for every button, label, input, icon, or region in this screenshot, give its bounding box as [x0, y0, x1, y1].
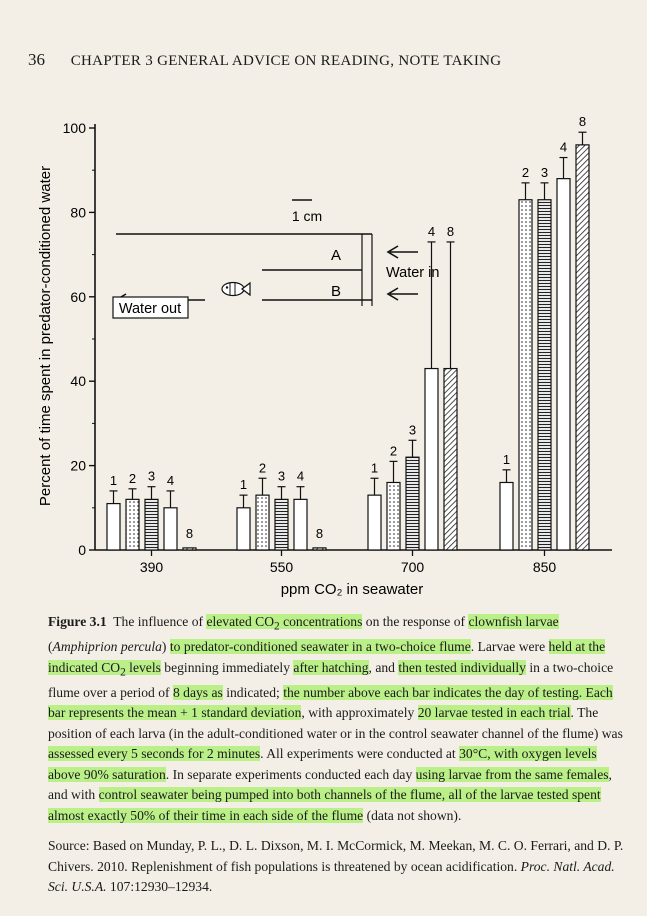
y-tick-label: 100: [62, 120, 86, 136]
source-text: Source: Based on Munday, P. L., D. L. Dixson, M. I. McCormick, M. Meekan, M. C. O. Ferrari, and D. P. Chivers. 2010. Replenishment of fish populations is threatened by ocean acidification.: [48, 838, 624, 874]
bar: [368, 495, 381, 550]
arrow-in-b-icon: [388, 288, 418, 300]
y-tick-label: 60: [70, 288, 86, 305]
page-number: 36: [28, 50, 45, 69]
source-citation: 107:12930–12934.: [106, 879, 213, 895]
bar: [145, 499, 158, 550]
water-out-label: Water out: [118, 301, 182, 317]
bar-day-label: 3: [147, 468, 156, 484]
bar: [275, 499, 288, 550]
bar: [107, 504, 120, 550]
bar-day-label: 1: [370, 460, 379, 476]
fish-eye: [226, 286, 228, 288]
bar-day-label: 8: [446, 223, 455, 239]
bar-day-label: 1: [502, 451, 511, 467]
bar-day-label: 2: [128, 470, 137, 486]
caption-text: The influence of elevated $CO_2$ concentrations on the response of clownfish larvae (Amphiprion percula) to predator-conditioned seawater in a two-choice flume. Larvae were held at the indicated $CO_2$ levels beginning immediately after hatching, and then tested individually in a two-choice flume over a period of 8 days as indicated; the number above each bar indicates the day of testing. Each bar represents the mean + 1 standard deviation, with approximately 20 larvae tested in each trial. The position of each larva (in the adult-conditioned water or in the control seawater channel of the flume) was assessed every 5 seconds for 2 minutes. All experiments were conducted at 30°C, with oxygen levels above 90% saturation. In separate experiments conducted each day using larvae from the same females, and with control seawater being pumped into both channels of the flume, all of the larvae tested spent almost exactly 50% of their time in each side of the flume (data not shown).: [48, 614, 623, 823]
bar: [387, 482, 400, 550]
channel-a-label: A: [330, 247, 342, 264]
bar: [538, 200, 551, 550]
bar: [500, 482, 513, 550]
fish-tail: [242, 283, 250, 295]
bar-day-label: 3: [540, 164, 549, 180]
bar: [576, 145, 589, 550]
bar-day-label: 3: [277, 468, 286, 484]
bar-day-label: 3: [408, 422, 417, 438]
bar-day-label: 8: [578, 114, 587, 130]
bar-day-label: 1: [239, 477, 248, 493]
y-tick-label: 20: [70, 457, 86, 474]
bar: [294, 499, 307, 550]
bar-day-label: 4: [427, 223, 436, 239]
chapter-title: CHAPTER 3 GENERAL ADVICE ON READING, NOTE TAKING: [70, 53, 502, 69]
bar: [313, 548, 326, 550]
bar-day-label: 4: [296, 468, 305, 484]
fish-body: [222, 283, 244, 296]
figure-caption: [48, 612, 628, 898]
bar: [444, 369, 457, 550]
x-tick-label: 550: [269, 559, 294, 575]
source-journal: Proc. Natl. Acad. Sci. U.S.A.: [48, 858, 615, 895]
bar: [256, 495, 269, 550]
bar: [557, 179, 570, 550]
y-tick-label: 80: [70, 204, 86, 221]
water-in-label: Water in: [386, 265, 440, 281]
y-tick-label: 40: [70, 373, 86, 390]
bar: [183, 548, 196, 550]
bar-day-label: 4: [166, 472, 175, 488]
bar-day-label: 2: [521, 164, 530, 180]
figure-label: Figure 3.1: [48, 614, 107, 629]
chart-bars: [107, 114, 589, 550]
bar: [519, 200, 532, 550]
x-tick-label: 700: [400, 559, 425, 575]
scale-label: 1 cm: [291, 208, 323, 224]
x-tick-label: 850: [532, 559, 557, 575]
x-axis-label: ppm CO₂ in seawater: [280, 581, 424, 598]
figure-source: [48, 836, 628, 898]
arrow-in-a-icon: [388, 246, 418, 258]
bar: [406, 457, 419, 550]
fish-icon: [222, 283, 250, 296]
bar: [425, 369, 438, 550]
flume-inset: [113, 200, 439, 318]
bar: [164, 508, 177, 550]
bar-day-label: 8: [185, 526, 194, 541]
bar-day-label: 2: [389, 443, 398, 459]
bar-day-label: 2: [258, 460, 267, 476]
channel-b-label: B: [330, 283, 342, 300]
x-tick-label: 390: [139, 559, 164, 575]
bar: [237, 508, 250, 550]
bar: [126, 499, 139, 550]
y-tick-label: 0: [78, 542, 86, 558]
bar-day-label: 4: [559, 139, 568, 155]
bar-day-label: 1: [109, 472, 118, 488]
y-axis-label: Percent of time spent in predator-conditioned water: [37, 165, 54, 507]
bar-day-label: 8: [315, 526, 324, 541]
